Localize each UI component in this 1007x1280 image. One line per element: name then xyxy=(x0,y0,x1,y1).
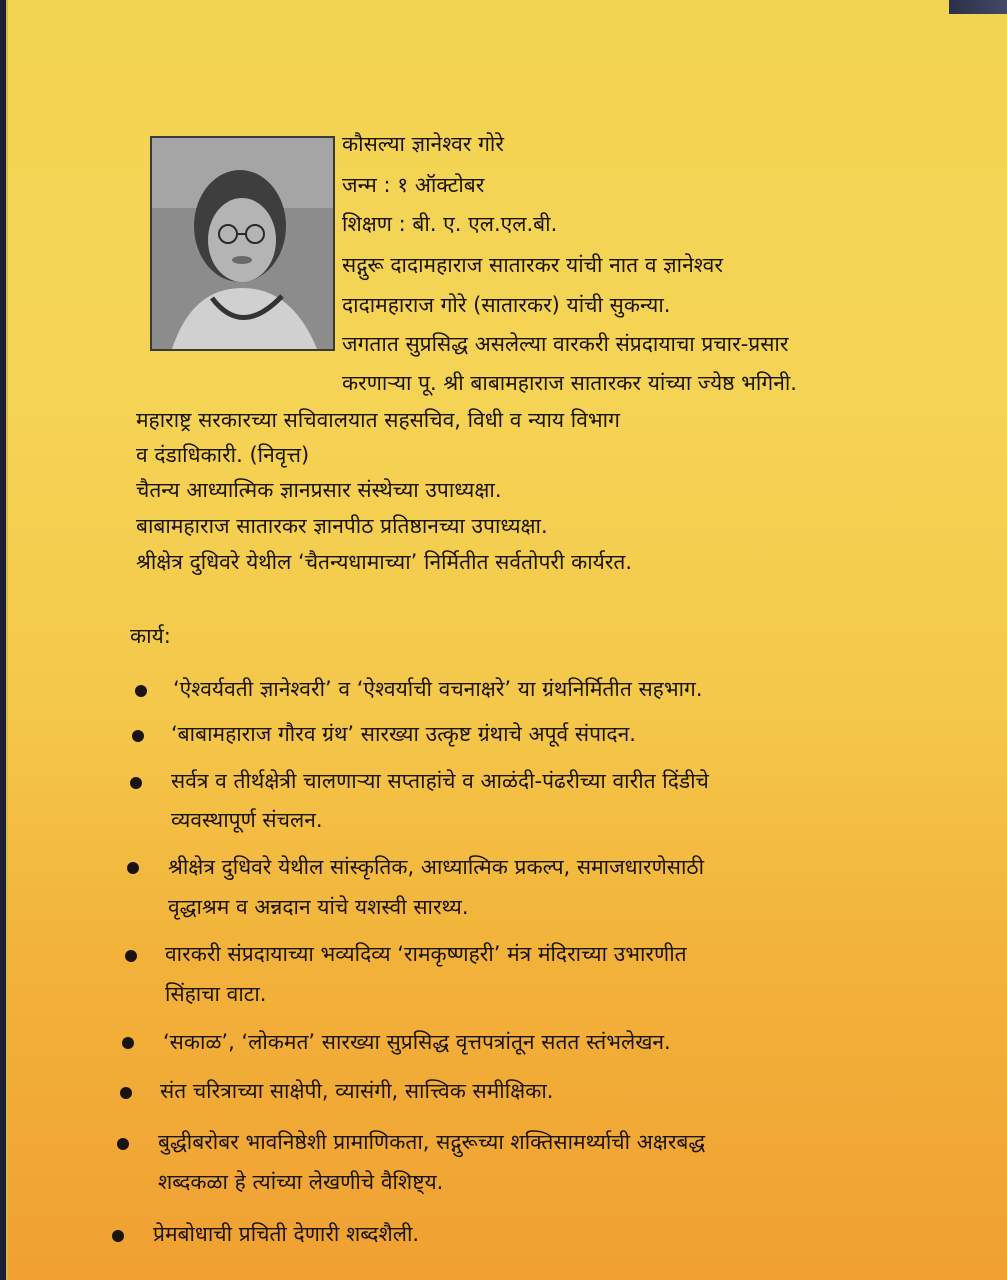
work-item: ‘बाबामहाराज गौरव ग्रंथ’ सारख्या उत्कृष्ट ग्रंथाचे अपूर्व संपादन. xyxy=(171,722,636,746)
bullet-icon xyxy=(130,777,142,789)
bio-line: बाबामहाराज सातारकर ज्ञानपीठ प्रतिष्ठानच्या उपाध्यक्षा. xyxy=(136,514,548,538)
author-photo xyxy=(150,136,335,351)
bio-line: महाराष्ट्र सरकारच्या सचिवालयात सहसचिव, विधी व न्याय विभाग xyxy=(136,408,620,432)
bullet-icon xyxy=(127,862,139,874)
background-strip xyxy=(949,0,1007,14)
book-back-cover xyxy=(6,0,1007,1280)
bullet-icon xyxy=(125,950,137,962)
bio-line: दादामहाराज गोरे (सातारकर) यांची सुकन्या. xyxy=(342,293,671,317)
work-item-continued: सिंहाचा वाटा. xyxy=(165,982,267,1006)
work-item: बुद्धीबरोबर भावनिष्ठेशी प्रामाणिकता, सद्गुरूच्या शक्तिसामर्थ्याची अक्षरबद्ध xyxy=(158,1130,706,1154)
work-item-continued: वृद्धाश्रम व अन्नदान यांचे यशस्वी सारथ्य. xyxy=(168,895,469,919)
bullet-icon xyxy=(132,730,144,742)
work-item: ‘ऐश्वर्यवती ज्ञानेश्वरी’ व ‘ऐश्वर्याची वचनाक्षरे’ या ग्रंथनिर्मितीत सहभाग. xyxy=(173,677,703,701)
author-portrait-image xyxy=(152,138,333,349)
bio-line: चैतन्य आध्यात्मिक ज्ञानप्रसार संस्थेच्या उपाध्यक्षा. xyxy=(136,478,502,502)
bio-line: व दंडाधिकारी. (निवृत्त) xyxy=(136,443,310,467)
bullet-icon xyxy=(122,1037,134,1049)
bio-line: करणाऱ्या पू. श्री बाबामहाराज सातारकर यांच्या ज्येष्ठ भगिनी. xyxy=(342,371,797,395)
work-item: प्रेमबोधाची प्रचिती देणारी शब्दशैली. xyxy=(153,1222,420,1246)
work-item: श्रीक्षेत्र दुधिवरे येथील सांस्कृतिक, आध्यात्मिक प्रकल्प, समाजधारणेसाठी xyxy=(168,855,705,879)
author-education: शिक्षण : बी. ए. एल.एल.बी. xyxy=(342,212,558,236)
work-item: संत चरित्राच्या साक्षेपी, व्यासंगी, सात्त्विक समीक्षिका. xyxy=(160,1079,554,1103)
work-heading: कार्य: xyxy=(130,624,171,648)
bullet-icon xyxy=(112,1230,124,1242)
bio-line: जगतात सुप्रसिद्ध असलेल्या वारकरी संप्रदायाचा प्रचार-प्रसार xyxy=(342,332,789,356)
work-item: ‘सकाळ’, ‘लोकमत’ सारख्या सुप्रसिद्ध वृत्तपत्रांतून सतत स्तंभलेखन. xyxy=(163,1030,671,1054)
bullet-icon xyxy=(117,1138,129,1150)
bio-line: सद्गुरू दादामहाराज सातारकर यांची नात व ज्ञानेश्वर xyxy=(342,253,723,277)
work-item-continued: व्यवस्थापूर्ण संचलन. xyxy=(171,808,323,832)
work-item: वारकरी संप्रदायाच्या भव्यदिव्य ‘रामकृष्णहरी’ मंत्र मंदिराच्या उभारणीत xyxy=(165,942,687,966)
work-item-continued: शब्दकळा हे त्यांच्या लेखणीचे वैशिष्ट्य. xyxy=(158,1170,444,1194)
author-name: कौसल्या ज्ञानेश्वर गोरे xyxy=(342,132,504,156)
bio-line: श्रीक्षेत्र दुधिवरे येथील ‘चैतन्यधामाच्या’ निर्मितीत सर्वतोपरी कार्यरत. xyxy=(136,550,633,574)
bullet-icon xyxy=(120,1087,132,1099)
bullet-icon xyxy=(135,685,147,697)
work-item: सर्वत्र व तीर्थक्षेत्री चालणाऱ्या सप्ताहांचे व आळंदी-पंढरीच्या वारीत दिंडीचे xyxy=(171,769,709,793)
author-birth: जन्म : १ ऑक्टोबर xyxy=(342,173,485,197)
